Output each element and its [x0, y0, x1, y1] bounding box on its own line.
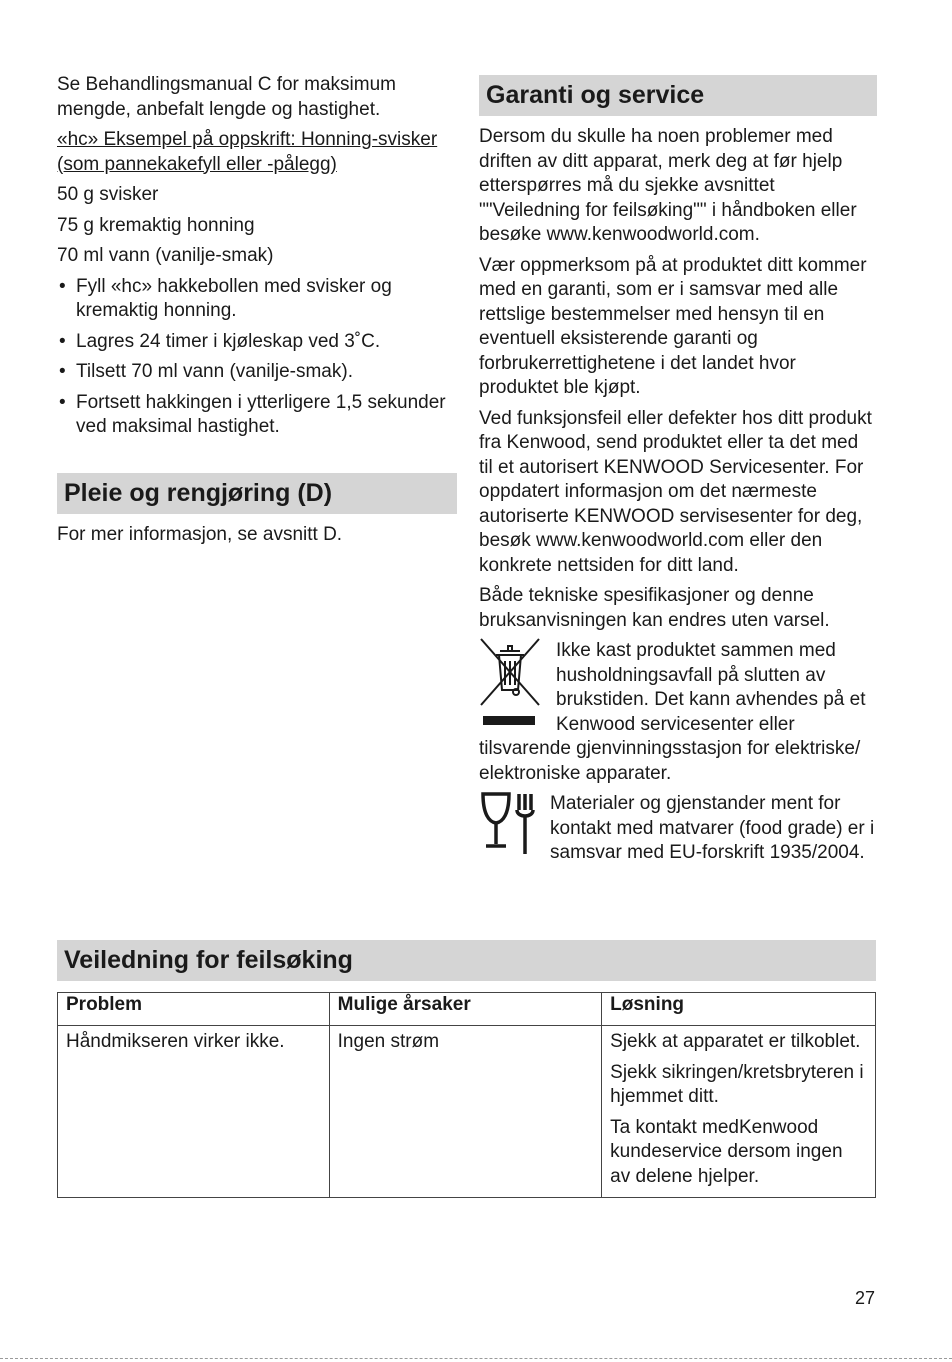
ingredient-3: 70 ml vann (vanilje-smak) [57, 245, 274, 266]
page-number: 27 [855, 1288, 876, 1308]
warranty-paragraph: Både tekniske spesifikasjoner og denne bruksanvisningen kan endres uten varsel. [479, 585, 830, 631]
warranty-heading: Garanti og service [479, 75, 877, 116]
troubleshooting-table [57, 992, 876, 1198]
weee-text: Ikke kast produktet sammen med husholdningsavfall på slutten av brukstiden. Det kann avhendes på et Kenwood servicesenter eller tilsvarende gjenvinningsstasjon for elektriske/ elektroniske apparater. [479, 640, 866, 784]
column-header-problem: Problem [58, 993, 330, 1026]
table-row [58, 1026, 876, 1198]
recipe-steps [57, 275, 457, 440]
recipe-step: • Fortsett hakkingen i ytterligere 1,5 sekunder ved maksimal hastighet. [57, 391, 457, 440]
warranty-paragraph: Ved funksjonsfeil eller defekter hos ditt produkt fra Kenwood, send produktet eller ta det med til et autorisert KENWOOD Servicesenter. For oppdatert informasjon om det nærmeste autoriserte KENWOOD servisesenter for deg, besøk www.kenwoodworld.com eller den konkrete nettsiden for ditt land. [479, 407, 872, 576]
column-header-cause: Mulige årsaker [329, 993, 602, 1026]
recipe-step: • Fyll «hc» hakkebollen med svisker og kremaktig honning. [57, 275, 457, 324]
ingredient-2: 75 g kremaktig honning [57, 214, 255, 236]
problem-cell: Håndmikseren virker ikke. [58, 1026, 330, 1198]
ingredient-1: 50 g svisker [57, 184, 159, 205]
intro-text: Se Behandlingsmanual C for maksimum mengde, anbefalt lengde og hastighet. [57, 74, 396, 120]
right-column [479, 75, 877, 872]
solution-item: Sjekk sikringen/kretsbryteren i hjemmet ditt. [610, 1061, 864, 1107]
care-heading: Pleie og rengjøring (D) [57, 473, 457, 514]
column-header-solution: Løsning [602, 993, 876, 1026]
cause-cell: Ingen strøm [329, 1026, 602, 1198]
solution-item: Sjekk at apparatet er tilkoblet. [610, 1031, 861, 1052]
glass-and-fork-icon [479, 790, 539, 856]
recipe-step: • Tilsett 70 ml vann (vanilje-smak). [57, 360, 457, 385]
recipe-title: «hc» Eksempel på oppskrift: Honning-svisker (som pannekakefyll eller -pålegg) [57, 129, 438, 175]
warranty-paragraph: Dersom du skulle ha noen problemer med driften av ditt apparat, merk deg at før hjelp etterspørres må du sjekke avsnittet ""Veiledning for feilsøking"" i håndboken eller besøke www.kenwoodworld.com. [479, 126, 857, 245]
food-grade-text: Materialer og gjenstander ment for kontakt med matvarer (food grade) er i samsvar med EU-forskrift 1935/2004. [550, 793, 875, 863]
crossed-out-wheelie-bin-icon [479, 635, 541, 731]
left-column [57, 73, 457, 553]
bottom-divider [0, 1358, 952, 1359]
table-header-row [58, 993, 876, 1026]
solution-item: Ta kontakt medKenwood kundeservice dersom ingen av delene hjelper. [610, 1116, 843, 1187]
warranty-paragraph: Vær oppmerksom på at produktet ditt kommer med en garanti, som er i samsvar med alle rettslige bestemmelser med hensyn til en eventuell eksisterende garanti og forbrukerrettighetene i det landet hvor produktet ble kjøpt. [479, 254, 867, 398]
care-text: For mer informasjon, se avsnitt D. [57, 523, 343, 545]
food-grade-notice [479, 792, 877, 866]
recipe-step: • Lagres 24 timer i kjøleskap ved 3˚C. [57, 330, 457, 355]
weee-notice [479, 639, 877, 786]
troubleshooting-heading: Veiledning for feilsøking [57, 940, 876, 981]
solution-cell [602, 1026, 876, 1198]
